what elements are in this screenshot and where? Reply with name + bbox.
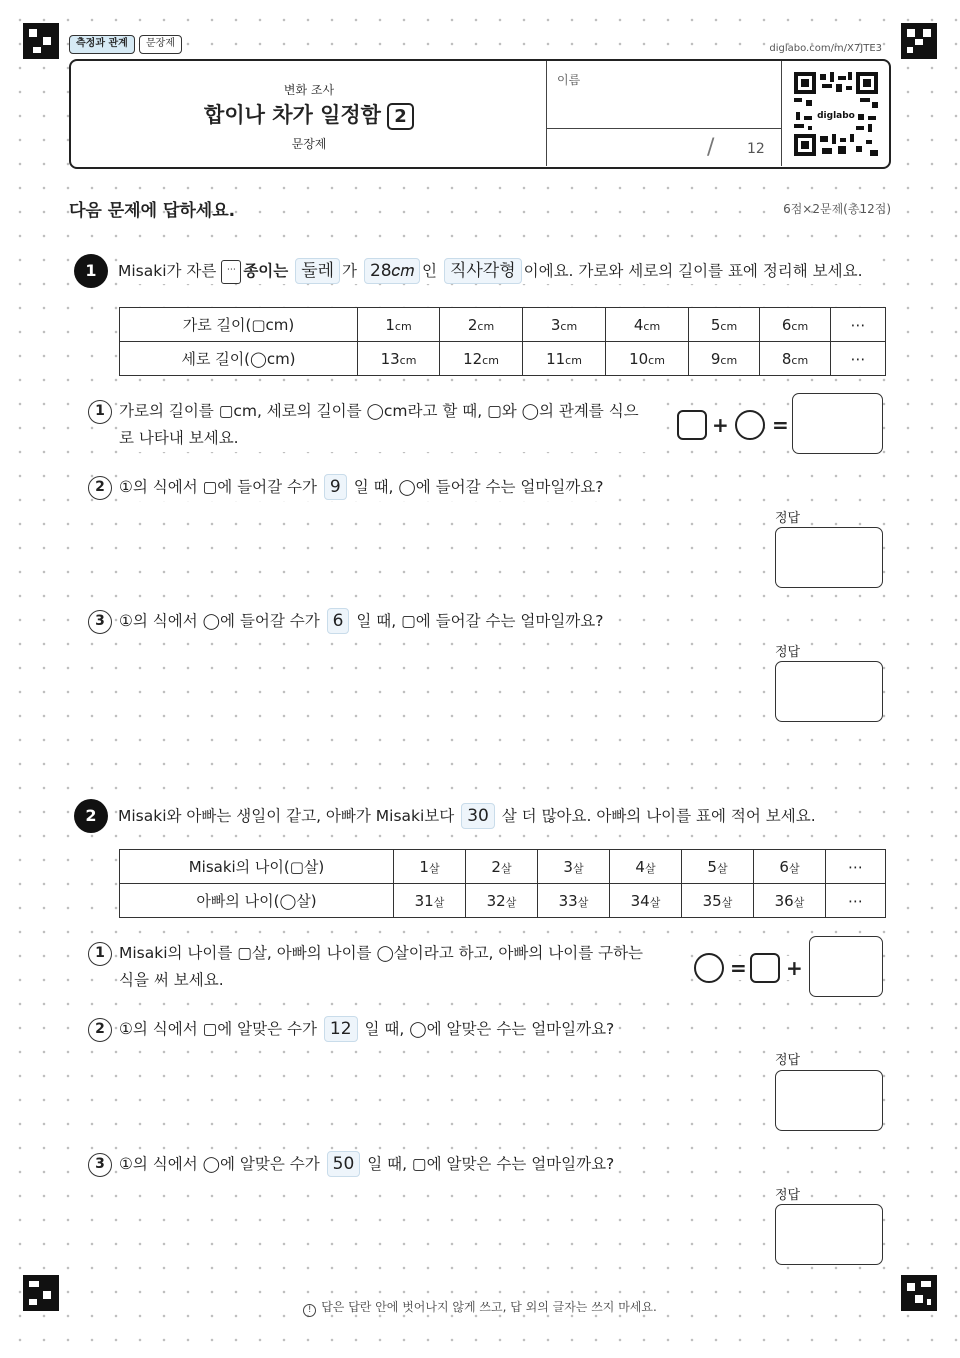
table-header-cell: 아빠의 나이(◯살) — [120, 884, 394, 918]
paper-icon: ⋯ — [221, 260, 241, 284]
problem-text: 종이는 — [243, 262, 289, 280]
problem-text: 가 — [342, 262, 358, 280]
cell-value: 31 — [414, 891, 434, 910]
corner-marker-top-left — [23, 23, 59, 59]
points-info: 6점×2문제(총12점) — [783, 202, 891, 216]
sub-question-number: 3 — [88, 1153, 112, 1177]
sub-question-text — [119, 940, 679, 994]
cell-unit: cm — [560, 319, 578, 333]
cell-value: 32 — [486, 891, 506, 910]
cell-unit: cm — [477, 319, 495, 333]
table-header-cell: Misaki의 나이(▢살) — [120, 850, 394, 884]
cell-value: 6 — [781, 315, 792, 334]
worksheet-subtitle: 변화 조사 — [283, 83, 335, 97]
type-tag: 문장제 — [139, 35, 182, 54]
value-chip: 6 — [327, 608, 350, 634]
problem-text: 이에요. 가로와 세로의 길이를 표에 정리해 보세요. — [523, 262, 863, 280]
equals-sign: = — [772, 413, 789, 437]
cell-value: 9 — [710, 349, 721, 368]
corner-marker-top-right — [901, 23, 937, 59]
table-cell — [394, 884, 466, 918]
cell-value: 2 — [491, 857, 501, 876]
worksheet-header — [69, 59, 891, 169]
sub-question-line: 일 때, ◯에 알맞은 수는 얼마일까요? — [364, 1020, 615, 1038]
cell-value: 5 — [707, 857, 717, 876]
problem-text: 인 — [422, 262, 437, 280]
sub-question-line: 일 때, ▢에 들어갈 수는 얼마일까요? — [356, 612, 604, 630]
footer-text: 답은 답란 안에 벗어나지 않게 쓰고, 답 외의 글자는 쓰지 마세요. — [321, 1300, 657, 1314]
sub-question-line: ①의 식에서 ◯에 들어갈 수가 — [119, 612, 320, 630]
cell-unit: cm — [648, 353, 665, 367]
answer-box[interactable] — [792, 393, 883, 454]
table-cell — [358, 308, 440, 342]
cell-unit: 살 — [428, 861, 440, 875]
sub-question-number: 2 — [88, 476, 112, 500]
table-cell — [523, 342, 606, 376]
cell-value: 8 — [781, 349, 792, 368]
cell-unit: cm — [399, 353, 417, 367]
value-chip: 28𝑐𝑚 — [364, 258, 420, 284]
cell-value: 12 — [463, 349, 483, 368]
category-tag: 측정과 관계 — [69, 35, 135, 54]
cell-unit: 살 — [500, 861, 512, 875]
cell-unit: 살 — [788, 861, 800, 875]
cell-unit: 살 — [644, 861, 656, 875]
value-chip: 12 — [324, 1016, 358, 1042]
cell-value: 3 — [563, 857, 573, 876]
cell-value: 5 — [710, 315, 721, 334]
table-cell — [538, 850, 610, 884]
cell-unit: cm — [394, 319, 412, 333]
table-row — [120, 342, 886, 376]
cell-value: 4 — [633, 315, 644, 334]
cell-unit: cm — [643, 319, 661, 333]
answer-box[interactable] — [775, 1070, 883, 1131]
answer-box[interactable] — [809, 936, 883, 997]
cell-unit: cm — [720, 353, 738, 367]
answer-box[interactable] — [775, 661, 883, 722]
table-cell — [394, 850, 466, 884]
sub-question-number: 1 — [88, 942, 112, 966]
table-cell — [610, 884, 682, 918]
square-symbol — [750, 953, 780, 983]
keyword-chip: 직사각형 — [444, 258, 522, 284]
cell-unit: cm — [791, 353, 809, 367]
table-cell: ⋯ — [831, 308, 886, 342]
cell-unit: 살 — [649, 895, 661, 909]
title-block — [71, 61, 547, 166]
table-cell — [754, 884, 826, 918]
table-cell — [538, 884, 610, 918]
score-total: 12 — [747, 141, 765, 157]
cell-value: 2 — [467, 315, 478, 334]
sub-question-line: ①의 식에서 ▢에 들어갈 수가 — [119, 478, 317, 496]
problem-text: 살 더 많아요. 아빠의 나이를 표에 적어 보세요. — [501, 807, 816, 825]
cell-unit: 살 — [505, 895, 517, 909]
header-divider — [781, 61, 782, 166]
cell-value: 10 — [629, 349, 649, 368]
answer-label: 정답 — [775, 507, 800, 526]
cell-value: 11 — [546, 349, 566, 368]
cell-unit: 살 — [793, 895, 805, 909]
table-cell: ⋯ — [831, 342, 886, 376]
keyword-chip: 둘레 — [295, 258, 340, 284]
worksheet-title — [71, 99, 547, 130]
table-cell — [523, 308, 606, 342]
circle-symbol — [694, 953, 724, 983]
sub-question-line: 일 때, ◯에 들어갈 수는 얼마일까요? — [353, 478, 604, 496]
table-cell — [466, 884, 538, 918]
cell-value: 6 — [779, 857, 789, 876]
sub-question-text — [119, 398, 664, 452]
cell-value: 34 — [630, 891, 650, 910]
cell-unit: 살 — [433, 895, 445, 909]
worksheet-number: 2 — [387, 103, 414, 130]
cell-unit: cm — [791, 319, 809, 333]
table-cell — [760, 308, 831, 342]
cell-value: 1 — [419, 857, 429, 876]
worksheet-kind: 문장제 — [291, 137, 327, 151]
header-divider — [547, 128, 782, 129]
table-cell — [689, 342, 760, 376]
table-header-cell: 가로 길이(▢cm) — [120, 308, 358, 342]
qr-label: diglabo — [817, 111, 855, 121]
table-cell — [440, 308, 523, 342]
table-cell — [682, 884, 754, 918]
sub-question-text — [119, 1151, 614, 1178]
sub-question-line: 로 나타내 보세요. — [119, 429, 239, 447]
problem-1-table — [119, 307, 886, 376]
table-cell — [610, 850, 682, 884]
table-cell — [466, 850, 538, 884]
cell-unit: cm — [720, 319, 738, 333]
cell-unit: 살 — [716, 861, 728, 875]
table-cell: ⋯ — [826, 850, 886, 884]
problem-number: 1 — [74, 254, 108, 288]
cell-unit: 살 — [721, 895, 733, 909]
cell-unit: cm — [482, 353, 499, 367]
value-chip: 50 — [327, 1151, 361, 1177]
value-chip: 30 — [461, 803, 495, 829]
name-label: 이름 — [557, 73, 581, 87]
cell-value: 13 — [380, 349, 400, 368]
sub-question-text — [119, 474, 603, 501]
cell-value: 4 — [635, 857, 645, 876]
cell-value: 3 — [550, 315, 561, 334]
worksheet-title-text: 합이나 차가 일정함 — [204, 103, 381, 127]
qr-code-icon — [794, 72, 878, 156]
table-cell — [606, 308, 689, 342]
circle-symbol — [735, 410, 765, 440]
cell-unit: cm — [565, 353, 582, 367]
value-chip: 9 — [324, 474, 347, 500]
table-row — [120, 850, 886, 884]
problem-2-table — [119, 849, 886, 918]
sub-question-line: 식을 써 보세요. — [119, 971, 224, 989]
problem-text: Misaki와 아빠는 생일이 같고, 아빠가 Misaki보다 — [118, 807, 455, 825]
table-cell — [760, 342, 831, 376]
cell-value: 33 — [558, 891, 578, 910]
equals-sign: = — [730, 956, 747, 980]
sub-question-text — [119, 608, 603, 635]
cell-value: 35 — [702, 891, 722, 910]
problem-2-text — [118, 803, 816, 829]
sub-question-line: 가로의 길이를 ▢cm, 세로의 길이를 ◯cm라고 할 때, ▢와 ◯의 관계를 식으 — [119, 402, 639, 420]
problem-number: 2 — [74, 799, 108, 833]
cell-unit: 살 — [577, 895, 589, 909]
table-row — [120, 308, 886, 342]
instruction: 다음 문제에 답하세요. — [69, 201, 236, 221]
answer-label: 정답 — [775, 1184, 800, 1203]
table-cell — [606, 342, 689, 376]
footer-note — [0, 1298, 960, 1317]
table-header-cell: 세로 길이(◯cm) — [120, 342, 358, 376]
info-icon: ! — [303, 1304, 316, 1317]
sub-question-line: ①의 식에서 ▢에 알맞은 수가 — [119, 1020, 317, 1038]
problem-1-text — [118, 258, 863, 284]
answer-box[interactable] — [775, 527, 883, 588]
answer-box[interactable] — [775, 1204, 883, 1265]
problem-text: Misaki가 자른 — [118, 262, 217, 280]
table-cell: ⋯ — [826, 884, 886, 918]
sub-question-line: ①의 식에서 ◯에 알맞은 수가 — [119, 1155, 320, 1173]
header-divider — [546, 61, 547, 166]
sub-question-number: 3 — [88, 610, 112, 634]
cell-unit: 살 — [572, 861, 584, 875]
sub-question-number: 2 — [88, 1018, 112, 1042]
table-cell — [754, 850, 826, 884]
table-cell — [682, 850, 754, 884]
plus-sign: + — [712, 413, 729, 437]
cell-value: 1 — [385, 315, 395, 334]
sub-question-line: Misaki의 나이를 ▢살, 아빠의 나이를 ◯살이라고 하고, 아빠의 나이를 구하는 — [119, 944, 644, 962]
sub-question-line: 일 때, ▢에 알맞은 수는 얼마일까요? — [367, 1155, 615, 1173]
cell-value: 36 — [774, 891, 794, 910]
table-cell — [440, 342, 523, 376]
answer-label: 정답 — [775, 641, 800, 660]
score-slash: / — [707, 135, 715, 160]
page-url: diglabo.com/m/X7JTE3 — [769, 43, 882, 54]
sub-question-number: 1 — [88, 400, 112, 424]
plus-sign: + — [786, 956, 803, 980]
table-row — [120, 884, 886, 918]
table-cell — [689, 308, 760, 342]
table-cell — [358, 342, 440, 376]
sub-question-text — [119, 1016, 614, 1043]
answer-label: 정답 — [775, 1049, 800, 1068]
square-symbol — [677, 410, 707, 440]
